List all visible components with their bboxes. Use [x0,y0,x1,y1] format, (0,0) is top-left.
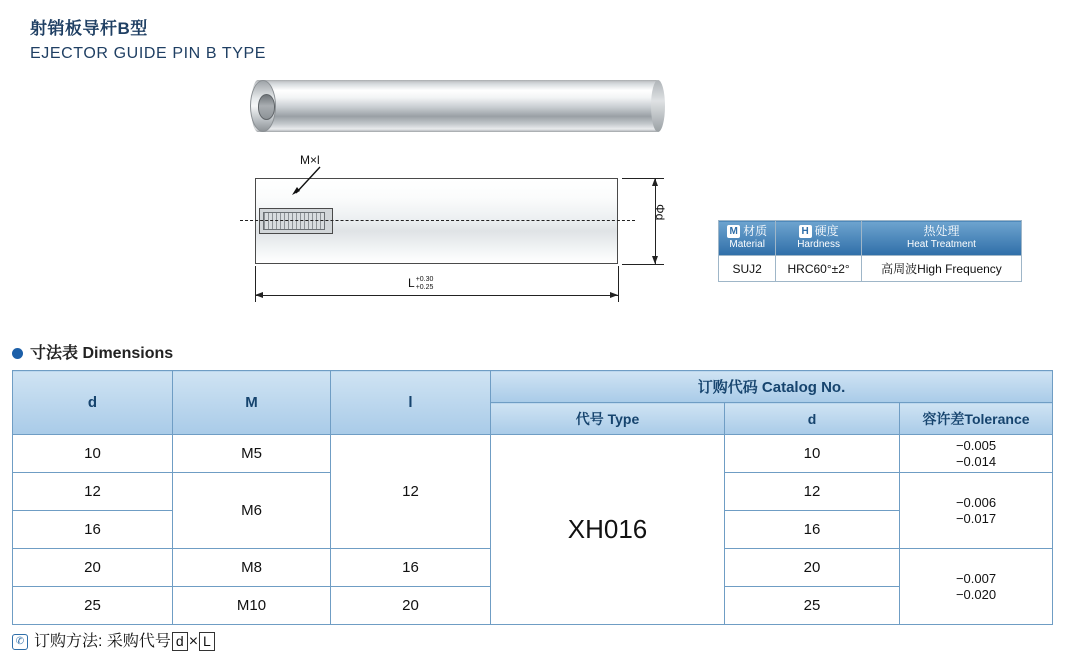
cell-d: 12 [13,473,173,511]
thread-label: M×l [300,153,320,167]
center-line [240,220,635,221]
cell-d: 20 [13,549,173,587]
cell-M: M10 [173,587,331,625]
tolerance-upper: −0.007 [955,570,997,586]
cell-tolerance [900,473,1053,549]
spec-header-hardness-cn: 硬度 [814,224,839,238]
cell-catalog-d: 20 [725,549,900,587]
spec-header-heat-en: Heat Treatment [906,239,976,251]
diameter-dimension-label: Φd [653,204,667,221]
length-tolerance [416,276,434,292]
header-M: M [173,371,331,435]
spec-header-material-cn: 材质 [743,224,768,238]
spec-header-heat-cn: 热处理 [923,224,960,239]
cell-catalog-d: 12 [725,473,900,511]
pin-section-thread-hatch [263,212,325,230]
order-times: × [188,633,199,650]
pin-left-end [250,80,276,132]
page-title-en: EJECTOR GUIDE PIN B TYPE [30,45,267,62]
order-method-note [12,628,216,651]
length-tol-lower: +0.25 [415,284,434,291]
cell-d: 16 [13,511,173,549]
diameter-dimension-line [655,178,656,264]
page-title-cn: 射销板导杆B型 [30,19,148,38]
spec-table [718,220,1022,282]
header-catalog-group: 订购代码 Catalog No. [491,371,1053,403]
spec-table-value-row [719,256,1022,282]
order-code-d: d [172,632,188,651]
header-l: l [331,371,491,435]
spec-value-material: SUJ2 [719,256,776,282]
product-drawing [0,60,1065,330]
cell-M: M6 [173,473,331,549]
order-code-L: L [199,632,215,651]
diameter-ext-bottom [622,264,664,265]
spec-header-hardness-en: Hardness [797,239,840,251]
dimensions-heading-text: 寸法表 Dimensions [30,345,174,362]
material-badge-icon: M [727,225,740,238]
spec-table-header-row [719,221,1022,256]
cell-M: M8 [173,549,331,587]
bullet-icon [12,348,23,359]
dimensions-table [12,370,1053,625]
cell-M: M5 [173,435,331,473]
dimensions-table-group-header-row [13,371,1053,403]
cell-catalog-code: XH016 [491,435,725,625]
length-ext-right [618,266,619,302]
cell-l: 20 [331,587,491,625]
pin-threaded-hole [258,94,275,120]
header-d: d [13,371,173,435]
cell-catalog-d: 10 [725,435,900,473]
tolerance-lower: −0.017 [955,510,997,526]
spec-value-hardness: HRC60°±2° [776,256,862,282]
length-tol-upper: +0.30 [415,276,434,283]
cell-l: 16 [331,549,491,587]
tolerance-lower: −0.014 [955,453,997,469]
header-catalog-d: d [725,403,900,435]
thread-leader-line [292,165,322,195]
cell-catalog-d: 25 [725,587,900,625]
length-dimension-label [408,276,433,292]
tolerance-upper: −0.006 [955,494,997,510]
cell-tolerance [900,549,1053,625]
dimensions-heading [12,340,173,363]
table-row [13,435,1053,473]
pin-3d-illustration [251,80,663,132]
spec-header-material [719,221,776,256]
spec-header-heat [861,221,1021,256]
length-dimension-line [255,295,618,296]
tolerance-upper: −0.005 [955,437,997,453]
order-phone-icon: ✆ [12,634,28,650]
hardness-badge-icon: H [799,225,812,238]
pin-right-end [651,80,665,132]
spec-header-hardness [776,221,862,256]
spec-value-heat: 高周波High Frequency [861,256,1021,282]
length-symbol: L [408,276,415,291]
page-title [30,14,266,63]
cell-l: 12 [331,435,491,549]
header-type: 代号 Type [491,403,725,435]
tolerance-lower: −0.020 [955,586,997,602]
cell-d: 25 [13,587,173,625]
order-method-text: 订购方法: 采购代号 [34,633,171,650]
header-tolerance: 容许差Tolerance [900,403,1053,435]
cell-tolerance [900,435,1053,473]
cell-d: 10 [13,435,173,473]
cell-catalog-d: 16 [725,511,900,549]
spec-header-material-en: Material [729,239,765,251]
